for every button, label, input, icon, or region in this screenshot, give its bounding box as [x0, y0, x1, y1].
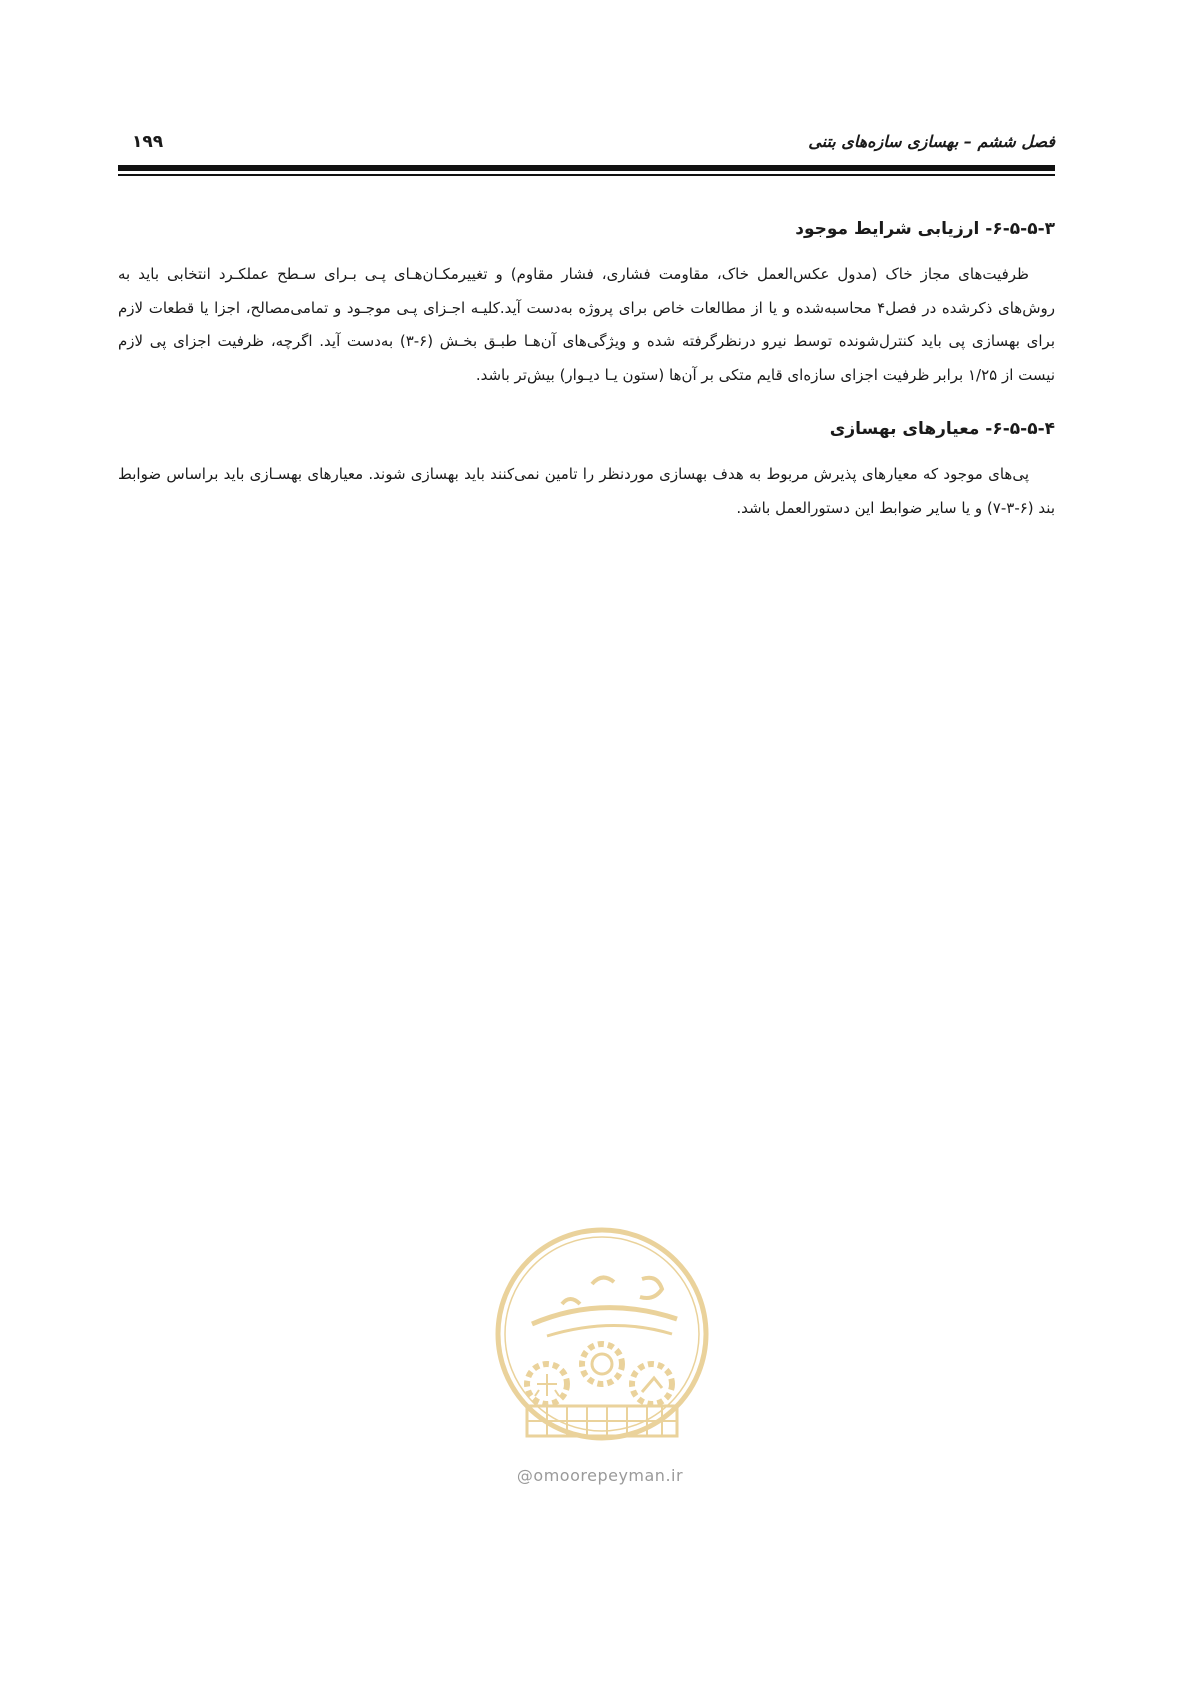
header-rule-thin — [118, 174, 1055, 176]
section-heading-criteria: ۶-۵-۵-۴- معیارهای بهسازی — [829, 419, 1055, 439]
section-paragraph-criteria: پی‌های موجود که معیارهای پذیرش مربوط به هدف بهسازی موردنظر را تامین نمی‌کنند باید بهسازی شوند. معیارهای بهسـازی باید براساس ضوابط بند (۶-۳-۷) و یا سایر ضوابط این دستورالعمل باشد. — [118, 465, 1055, 517]
page-header — [118, 128, 1055, 162]
chapter-title: فصل ششم – بهسازی سازه‌های بتنی — [808, 132, 1055, 151]
page-number: ۱۹۹ — [132, 132, 164, 152]
watermark-logo — [492, 1224, 712, 1454]
document-body — [118, 214, 1055, 547]
section-paragraph-assessment: ظرفیت‌های مجاز خاک (مدول عکس‌العمل خاک، مقاومت فشاری، فشار مقاوم) و تغییرمکـان‌هـای پـی بـرای سـطح عملکـرد انتخابی باید به روش‌های ذکرشده در فصل۴ محاسبه‌شده و یا از مطالعات خاص برای پروژه به‌دست آید.کلیـه اجـزای پـی موجـود و تمامی‌مصالح، اجزا یا قطعات لازم برای بهسازی پی باید کنترل‌شونده توسط نیرو درنظرگرفته شده و ویژگی‌های آن‌هـا طبـق بخـش (۶-۳) به‌دست آید. اگرچه، ظرفیت اجزای پی لازم نیست از ۱/۲۵ برابر ظرفیت اجزای سازه‌ای قایم متکی بر آن‌ها (ستون یـا دیـوار) بیش‌تر باشد. — [118, 265, 1055, 384]
watermark-caption: @omoorepeyman.ir — [516, 1466, 684, 1485]
section-heading-assessment: ۶-۵-۵-۳- ارزیابی شرایط موجود — [795, 219, 1055, 239]
header-rule-thick — [118, 165, 1055, 171]
